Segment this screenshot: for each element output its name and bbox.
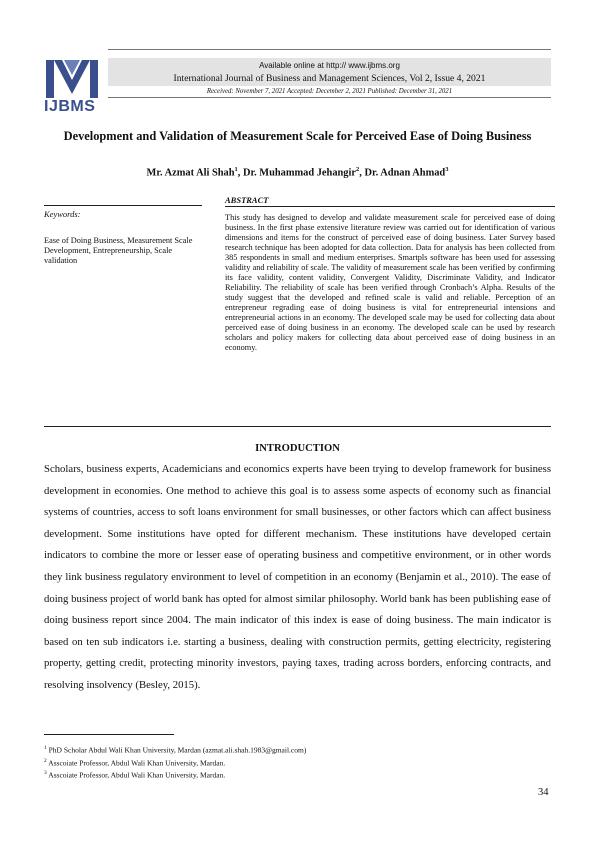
page-number: 34 — [538, 787, 549, 798]
footnote-text: Asscoiate Professor, Abdul Wali Khan University, Mardan. — [46, 758, 226, 767]
paper-title: Development and Validation of Measurement Scale for Perceived Ease of Doing Business — [63, 129, 532, 143]
author-name: Dr. Muhammad Jehangir — [242, 167, 356, 179]
logo-emblem-icon — [44, 58, 100, 100]
footnote-mark: 1 — [44, 745, 47, 751]
logo-text: IJBMS — [44, 98, 96, 115]
author-affiliation-mark: 3 — [445, 166, 449, 173]
footnote-text: PhD Scholar Abdul Wali Khan University, Mardan (azmat.ali.shah.1983@gmail.com) — [46, 745, 307, 755]
introduction-text: Scholars, business experts, Academicians and economics experts have been trying to develop framework for business development in economies. One method to achieve this goal is to assess some aspects of economy such as financial systems of countries, access to soft loans environment for small businesses, or other factors which can affect business development. Some institutions have opted for different mechanism. These institutions have developed certain indicators to combine the more or lesser ease of operating business and competitive environment, or in other words they link business regulatory environment to level of competition in an economy (Benjamin et al., 2010). The ease of doing business project of world bank has opted for almost similar philosophy. World bank has been publishing ease of doing business report since 2004. The main indicator of this index is ease of doing business. The main indicator is based on ten sub indicators i.e. starting a business, dealing with construction permits, getting electricity, registering property, getting credit, protecting minority investors, paying taxes, trading across borders, enforcing contracts, and resolving insolvency (Besley, 2015). — [44, 463, 551, 691]
footnote — [44, 756, 306, 769]
journal-citation: International Journal of Business and Management Sciences, Vol 2, Issue 4, 2021 — [173, 73, 486, 84]
keywords-rule — [44, 205, 202, 206]
footnote-text: Asscoiate Professor, Abdul Wali Khan University, Mardan. — [46, 770, 226, 780]
author-name: Dr. Adnan Ahmad — [364, 167, 446, 179]
author-affiliation-mark: 2 — [356, 166, 360, 173]
available-online: Available online at http:// www.ijbms.org — [259, 61, 400, 70]
footnote-mark: 2 — [44, 757, 47, 764]
header-rule-top — [108, 49, 551, 50]
introduction-heading: INTRODUCTION — [255, 443, 340, 454]
footnotes — [44, 743, 306, 781]
publication-dates: Received: November 7, 2021 Accepted: December 2, 2021 Published: December 31, 2021 — [206, 88, 453, 95]
section-rule — [44, 426, 551, 427]
footnote-mark: 3 — [44, 770, 47, 776]
header-rule-bottom — [108, 97, 551, 98]
author-separator: , — [359, 167, 365, 179]
keywords-text: Ease of Doing Business, Measurement Scale Development, Entrepreneurship, Scale validation — [44, 236, 193, 265]
footnote-rule — [44, 734, 174, 735]
abstract-text: This study has designed to develop and validate measurement scale for perceived ease of doing business. In the first phase extensive literature review was carried out for identification of various dimensions and items for the construct of perceived ease of doing business. Later Survey based research technique has been adopted for data collection. Data for analysis has been collected from 385 respondents in small and medium enterprises. Smartpls software has been used for assessing validity and reliability of scale. The validity of measurement scale has been verified by confirming its face validity, content validity, Convergent Validity, Discriminate Validity, and Indicator Reliability. The reliability of scale has been verified through Cronbach’s Alpha. Results of the study suggest that the developed and refined scale is valid and reliable. Perception of an entrepreneur regrading ease of doing business is vital for entrepreneurial intensions and entrepreneurial actions in an economy. The developed scale may be used for collecting data about perceived ease of doing business in an economy. The developed scale can be used by research scholars and policy makers for collecting data about perceived ease of doing business in an economy. — [225, 213, 555, 352]
abstract-heading: ABSTRACT — [225, 195, 269, 205]
author-affiliation-mark: 1 — [234, 166, 238, 173]
author-list — [44, 166, 551, 178]
author-separator: , — [237, 167, 243, 179]
abstract-rule — [225, 206, 555, 207]
footnote — [44, 768, 306, 781]
footnote — [44, 743, 306, 756]
keywords-heading: Keywords: — [44, 209, 81, 219]
author-name: Mr. Azmat Ali Shah — [146, 167, 235, 179]
